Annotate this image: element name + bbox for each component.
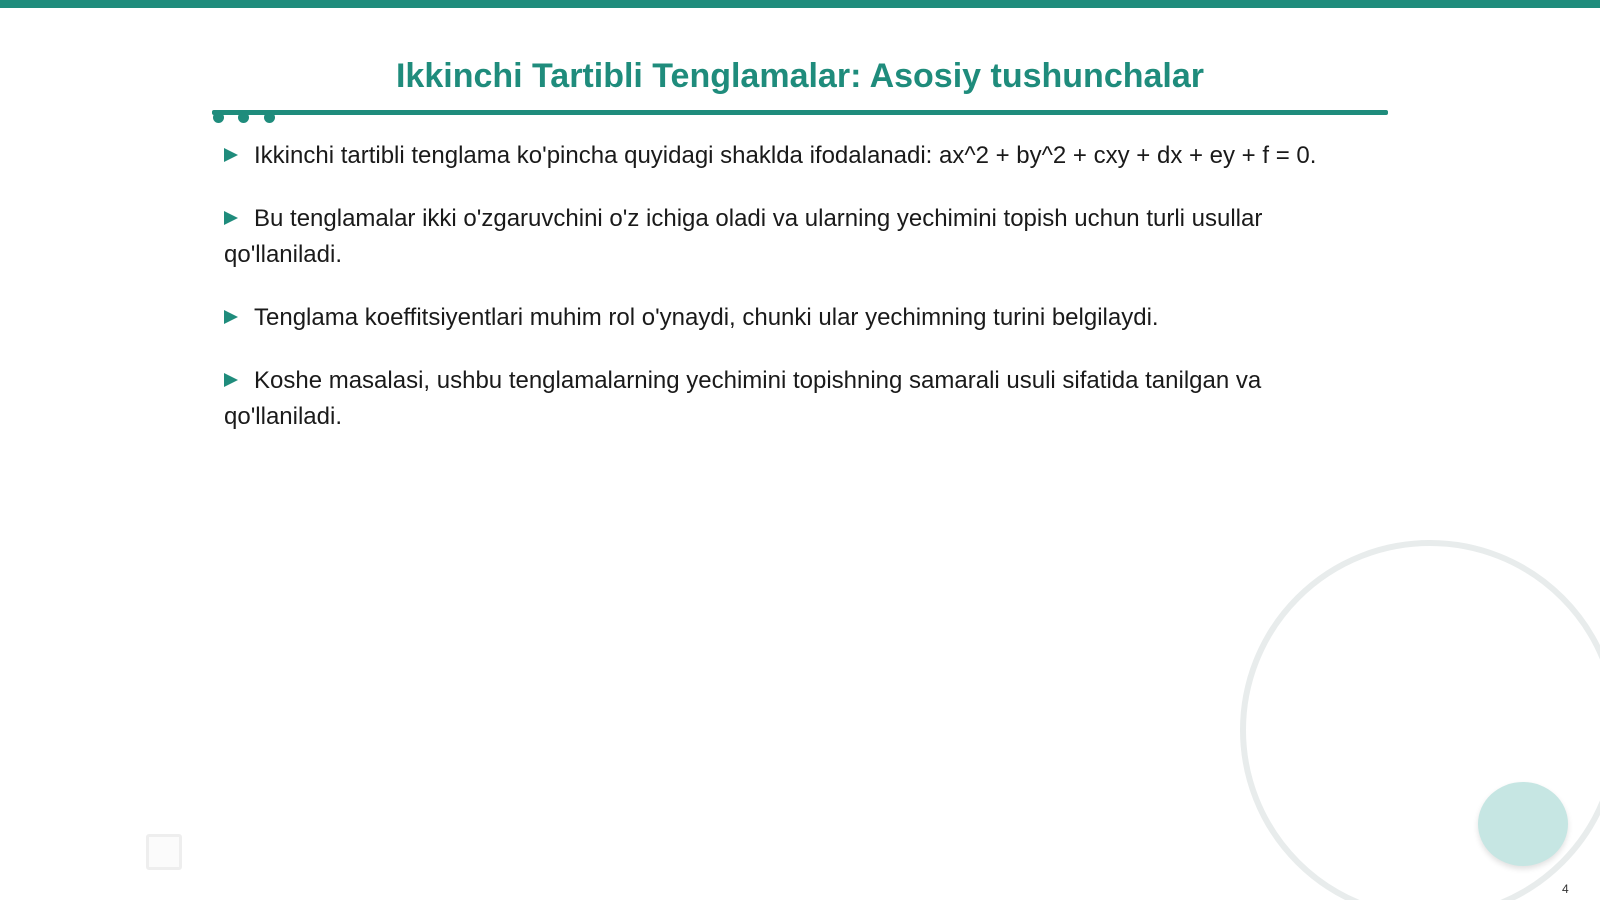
slide-title: Ikkinchi Tartibli Tenglamalar: Asosiy tushunchalar	[395, 57, 1204, 95]
underline-dot-1	[213, 112, 224, 123]
triangle-right-icon	[224, 373, 238, 387]
bullet-item	[224, 138, 1384, 174]
decorative-filled-circle	[1478, 782, 1568, 866]
triangle-right-icon	[224, 211, 238, 225]
underline-dot-2	[238, 112, 249, 123]
triangle-right-icon	[224, 310, 238, 324]
bullet-text: Bu tenglamalar ikki o'zgaruvchini o'z ichiga oladi va ularning yechimini topish uchun turli usullar qo'llaniladi.	[224, 205, 1263, 268]
underline-dot-3	[264, 112, 275, 123]
bullet-item	[224, 300, 1384, 336]
bullet-text: Tenglama koeffitsiyentlari muhim rol o'ynaydi, chunki ular yechimning turini belgilaydi.	[254, 304, 1159, 331]
bullet-item	[224, 201, 1384, 273]
bullet-text: Koshe masalasi, ushbu tenglamalarning yechimini topishning samarali usuli sifatida tanilgan va qo'llaniladi.	[224, 367, 1262, 430]
title-underline	[212, 110, 1388, 115]
bullet-list	[224, 138, 1384, 462]
decorative-square	[146, 834, 182, 870]
page-number: 4	[1562, 882, 1569, 896]
bullet-text: Ikkinchi tartibli tenglama ko'pincha quyidagi shaklda ifodalanadi: ax^2 + by^2 + cxy + dx + ey + f = 0.	[254, 142, 1317, 169]
triangle-right-icon	[224, 148, 238, 162]
top-accent-bar	[0, 0, 1600, 8]
bullet-item	[224, 363, 1384, 435]
